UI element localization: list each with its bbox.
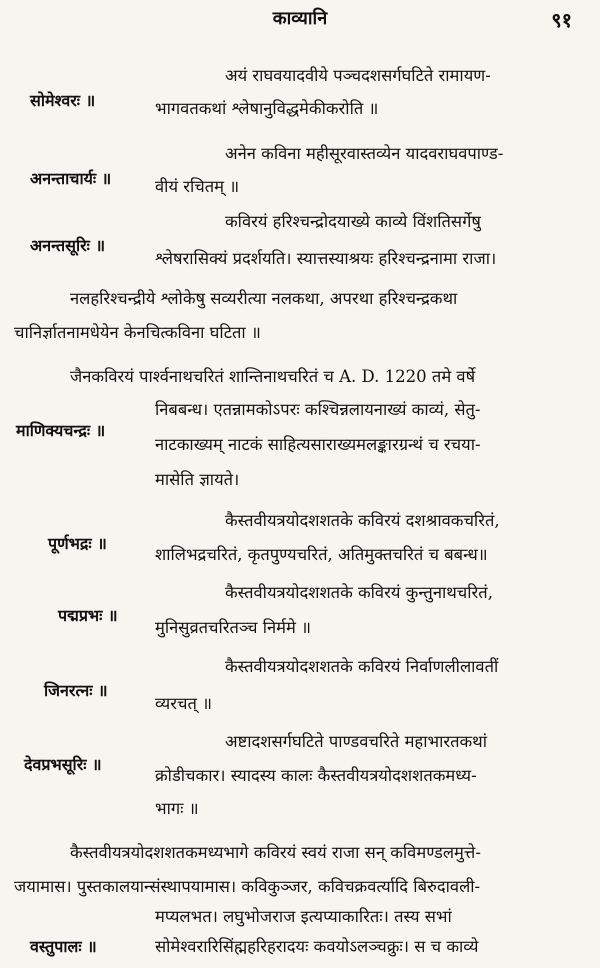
entry-line: नाटकाख्यम् नाटकं साहित्यसाराख्यमलङ्कारग्रन्थं च रचया-: [155, 435, 481, 454]
entry-label-vastupala: वस्तुपालः ॥: [30, 937, 97, 956]
page-number: ९१: [551, 8, 572, 32]
entry-label-anantasuri: अनन्तसूरिः ॥: [30, 236, 106, 255]
entry-line: कैस्तवीयत्रयोदशशतके कविरयं कुन्तुनाथचरितं,: [225, 583, 493, 602]
entry-line: कैस्तवीयत्रयोदशशतके कविरयं निर्वाणलीलावतीं: [225, 657, 499, 676]
entry-line: मुनिसुव्रतचरितञ्च निर्ममे ॥: [155, 618, 311, 637]
entry-line: क्रोडीचकार। स्यादस्य कालः कैस्तवीयत्रयोदशशतकमध्य-: [155, 766, 477, 785]
entry-line: जयामास। पुस्तकालयान्संस्थापयामास। कविकुञ्जर, कविचक्रवर्त्यादि बिरुदावली-: [14, 877, 481, 896]
entry-label-jinaratna: जिनरत्नः ॥: [44, 681, 108, 700]
entry-label-someshvara: सोमेश्वरः ॥: [30, 91, 96, 110]
entry-label-devaprabhasuri: देवप्रभसूरिः ॥: [24, 755, 102, 774]
entry-line: निबबन्ध। एतन्नामकोऽपरः कश्चिन्नलायनाख्यं काव्यं, सेतु-: [155, 400, 481, 419]
entry-line: मासेति ज्ञायते।: [155, 470, 240, 489]
entry-line: अष्टादशसर्गघटिते पाण्डवचरिते महाभारतकथां: [225, 732, 487, 751]
entry-label-padmaprabha: पद्मप्रभः ॥: [58, 606, 118, 625]
entry-line: व्यरचत् ॥: [155, 694, 212, 713]
entry-line: जैनकविरयं पार्श्वनाथचरितं शान्तिनाथचरितं च A. D. 1220 तमे वर्षे: [70, 367, 476, 386]
entry-line: सोमेश्वरारिसिंह्महरिहरादयः कवयोऽलञ्चक्रुः। स च काव्ये: [155, 937, 479, 956]
entry-line: शालिभद्रचरितं, कृतपुण्यचरितं, अतिमुक्तचरितं च बबन्ध॥: [155, 545, 488, 564]
entry-line: वीयं रचितम् ॥: [155, 177, 240, 196]
entry-line: श्लेषरासिक्यं प्रदर्शयति। स्यात्तस्याश्रयः हरिश्चन्द्रनामा राजा।: [155, 249, 497, 268]
page-header-title: काव्यानि: [272, 8, 328, 29]
entry-line: अनेन कविना महीसूरवास्तव्येन यादवराघवपाण्ड-: [225, 144, 504, 163]
entry-line: नलहरिश्चन्द्रीये श्लोकेषु सव्यरीत्या नलकथा, अपरथा हरिश्चन्द्रकथा: [70, 289, 458, 308]
entry-line: अयं राघवयादवीये पञ्चदशसर्गघटिते रामायण-: [225, 66, 491, 85]
entry-line: कैस्तवीयत्रयोदशशतकमध्यभागे कविरयं स्वयं राजा सन् कविमण्डलमुत्ते-: [70, 843, 481, 862]
entry-line: मप्यलभत। लघुभोजराज इत्यप्याकारितः। तस्य सभां: [155, 907, 452, 926]
entry-line: भागवतकथां श्लेषानुविद्धमेकीकरोति ॥: [155, 99, 379, 118]
entry-label-manikyachandra: माणिक्यचन्द्रः ॥: [16, 421, 106, 440]
entry-label-anantacharya: अनन्ताचार्यः ॥: [30, 169, 112, 188]
entry-line: कैस्तवीयत्रयोदशशतके कविरयं दशश्रावकचरितं,: [225, 511, 500, 530]
entry-label-purnabhadra: पूर्णभद्रः ॥: [48, 534, 107, 553]
entry-line: भागः ॥: [155, 799, 199, 818]
entry-line: कविरयं हरिश्चन्द्रोदयाख्ये काव्ये विंशतिसर्गेषु: [225, 212, 481, 231]
entry-line: चानिर्ज्ञातनामधेयेन केनचित्कविना घटिता ॥: [14, 323, 261, 342]
